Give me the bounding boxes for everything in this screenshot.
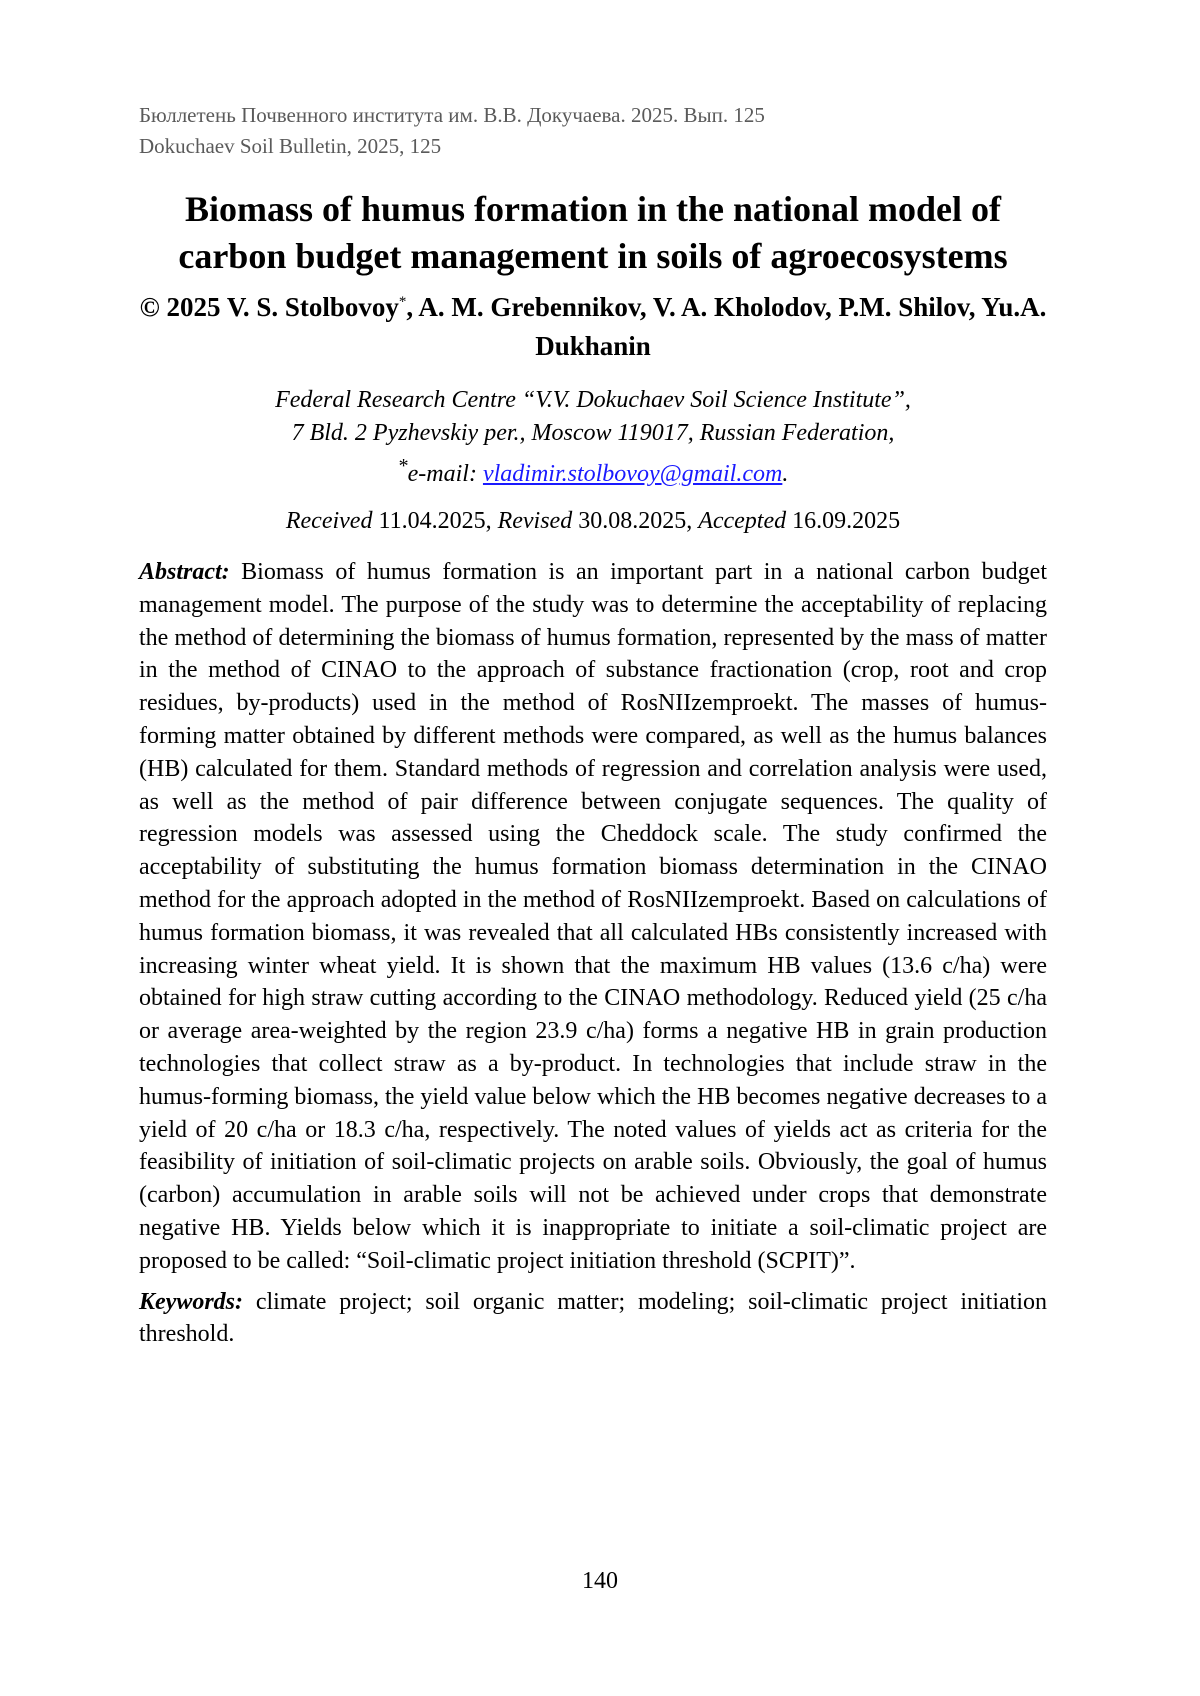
affiliation-block <box>139 384 1047 491</box>
email-end: . <box>782 461 789 487</box>
author-list-lead: © 2025 V. S. Stolbovoy <box>139 292 399 322</box>
email-label: e-mail: <box>407 461 483 487</box>
accepted-date: 16.09.2025 <box>786 508 901 534</box>
affiliation-institution: Federal Research Centre “V.V. Dokuchaev Soil Science Institute”, <box>275 387 911 413</box>
revised-date: 30.08.2025, <box>572 508 699 534</box>
author-list <box>139 288 1047 366</box>
article-dates <box>139 505 1047 538</box>
abstract-text: Biomass of humus formation is an important part in a national carbon budget management model. The purpose of the study was to determine the acceptability of replacing the method of determining the biomass of humus formation, represented by the mass of matter in the method of CINAO to the approach of substance fractionation (crop, root and crop residues, by-products) used in the method of RosNIIzemproekt. The masses of humus-forming matter obtained by different methods were compared, as well as the humus balances (HB) calculated for them. Standard methods of regression and correlation analysis were used, as well as the method of pair difference between conjugate sequences. The quality of regression models was assessed using the Cheddock scale. The study confirmed the acceptability of substituting the humus formation biomass determination in the CINAO method for the approach adopted in the method of RosNIIzemproekt. Based on calculations of humus formation biomass, it was revealed that all calculated HBs consistently increased with increasing winter wheat yield. It is shown that the maximum HB values (13.6 c/ha) were obtained for high straw cutting according to the CINAO methodology. Reduced yield (25 c/ha or average area-weighted by the region 23.9 c/ha) forms a negative HB in grain production technologies that collect straw as a by-product. In technologies that include straw in the humus-forming biomass, the yield value below which the HB becomes negative decreases to a yield of 20 c/ha or 18.3 c/ha, respectively. The noted values of yields act as criteria for the feasibility of initiation of soil-climatic projects on arable soils. Obviously, the goal of humus (carbon) accumulation in arable soils will not be achieved under crops that demonstrate negative HB. Yields below which it is inappropriate to initiate a soil-climatic project are proposed to be called: “Soil-climatic project initiation threshold (SCPIT)”. <box>139 559 1047 1274</box>
author-list-rest: , A. M. Grebennikov, V. A. Kholodov, P.M. Shilov, Yu.A. Dukhanin <box>406 292 1047 361</box>
keywords-label: Keywords: <box>139 1288 243 1315</box>
received-label: Received <box>285 508 373 534</box>
affiliation-address: 7 Bld. 2 Pyzhevskiy per., Moscow 119017, Russian Federation, <box>291 420 895 446</box>
received-date: 11.04.2025, <box>372 508 498 534</box>
email-link[interactable]: vladimir.stolbovoy@gmail.com <box>482 461 783 487</box>
journal-name-russian: Бюллетень Почвенного института им. В.В. Докучаева. 2025. Вып. 125 <box>139 103 765 127</box>
page-number: 140 <box>582 1568 618 1594</box>
revised-label: Revised <box>497 508 573 534</box>
accepted-label: Accepted <box>698 508 787 534</box>
abstract-label: Abstract: <box>139 559 230 585</box>
abstract <box>139 556 1047 1278</box>
email-mark: * <box>397 455 408 477</box>
keywords-text: climate project; soil organic matter; modeling; soil-climatic project initiation threshold. <box>139 1288 1047 1348</box>
article-page <box>139 100 1047 1351</box>
article-title: Biomass of humus formation in the national model of carbon budget management in soils of agroecosystems <box>178 189 1008 276</box>
keywords <box>139 1286 1047 1352</box>
corresponding-author-mark: * <box>398 294 407 310</box>
journal-name-english: Dokuchaev Soil Bulletin, 2025, 125 <box>139 134 442 158</box>
